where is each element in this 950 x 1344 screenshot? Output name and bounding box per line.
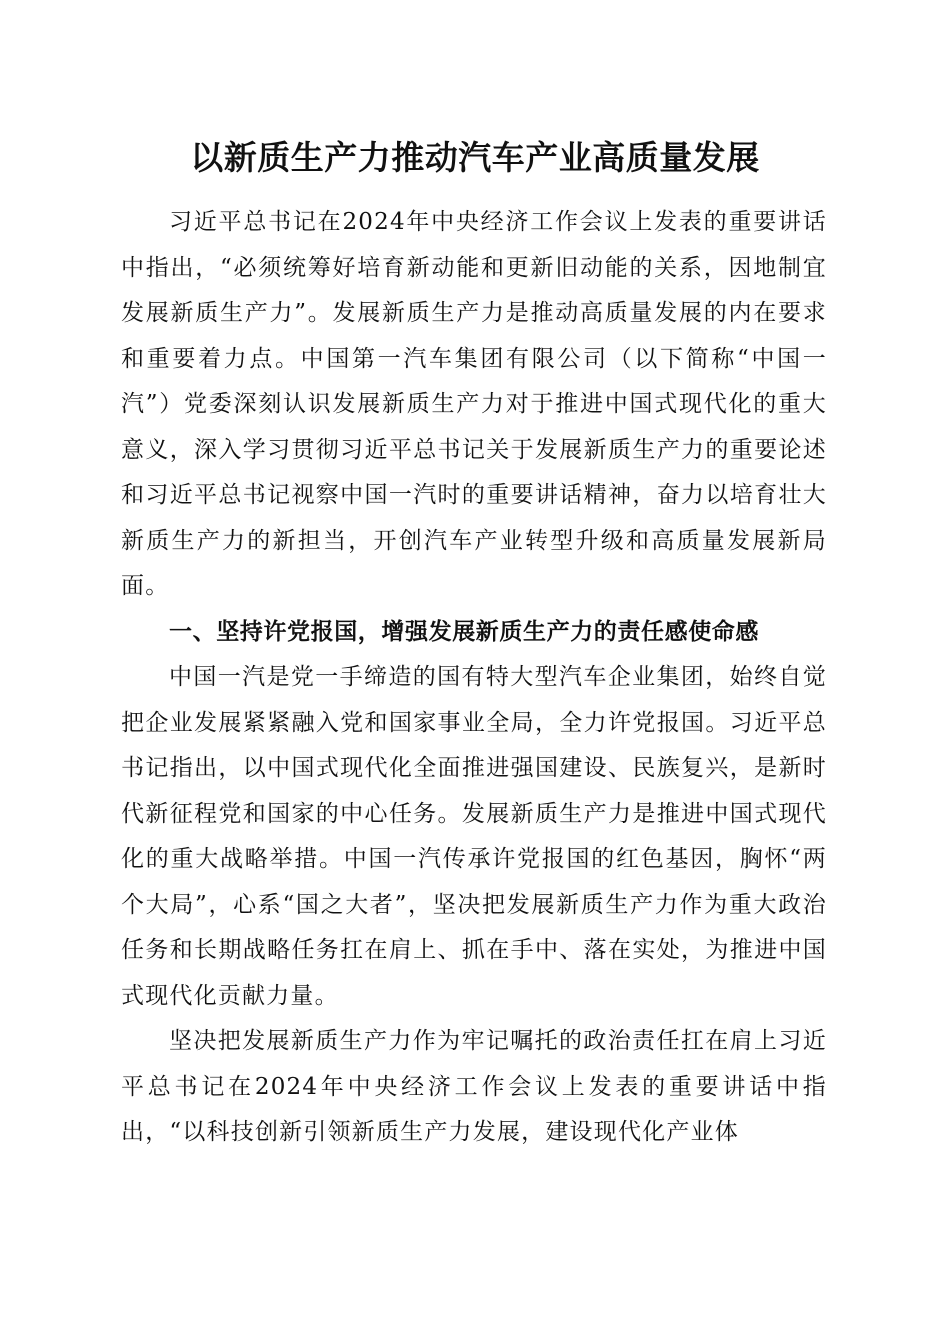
- document-title: 以新质生产力推动汽车产业高质量发展: [190, 138, 760, 177]
- body-paragraph: 中国一汽是党一手缔造的国有特大型汽车企业集团，始终自觉把企业发展紧紧融入党和国家事业全局，全力许党报国。习近平总书记指出，以中国式现代化全面推进强国建设、民族复兴，是新时代新征程党和国家的中心任务。发展新质生产力是推进中国式现代化的重大战略举措。中国一汽传承许党报国的红色基因，胸怀“两个大局”，心系“国之大者”，坚决把发展新质生产力作为重大政治任务和长期战略任务扛在肩上、抓在手中、落在实处，为推进中国式现代化贡献力量。: [121, 664, 827, 1009]
- body-paragraph: 坚决把发展新质生产力作为牢记嘱托的政治责任扛在肩上习近平总书记在2024年中央经济工作会议上发表的重要讲话中指出，“以科技创新引领新质生产力发展，建设现代化产业体: [121, 1028, 827, 1145]
- document-body: [121, 200, 827, 1156]
- intro-paragraph: 习近平总书记在2024年中央经济工作会议上发表的重要讲话中指出，“必须统筹好培育新动能和更新旧动能的关系，因地制宜发展新质生产力”。发展新质生产力是推动高质量发展的内在要求和重要着力点。中国第一汽车集团有限公司（以下简称“中国一汽”）党委深刻认识发展新质生产力对于推进中国式现代化的重大意义，深入学习贯彻习近平总书记关于发展新质生产力的重要论述和习近平总书记视察中国一汽时的重要讲话精神，奋力以培育壮大新质生产力的新担当，开创汽车产业转型升级和高质量发展新局面。: [121, 209, 827, 599]
- section-heading: 一、坚持许党报国，增强发展新质生产力的责任感使命感: [169, 618, 759, 645]
